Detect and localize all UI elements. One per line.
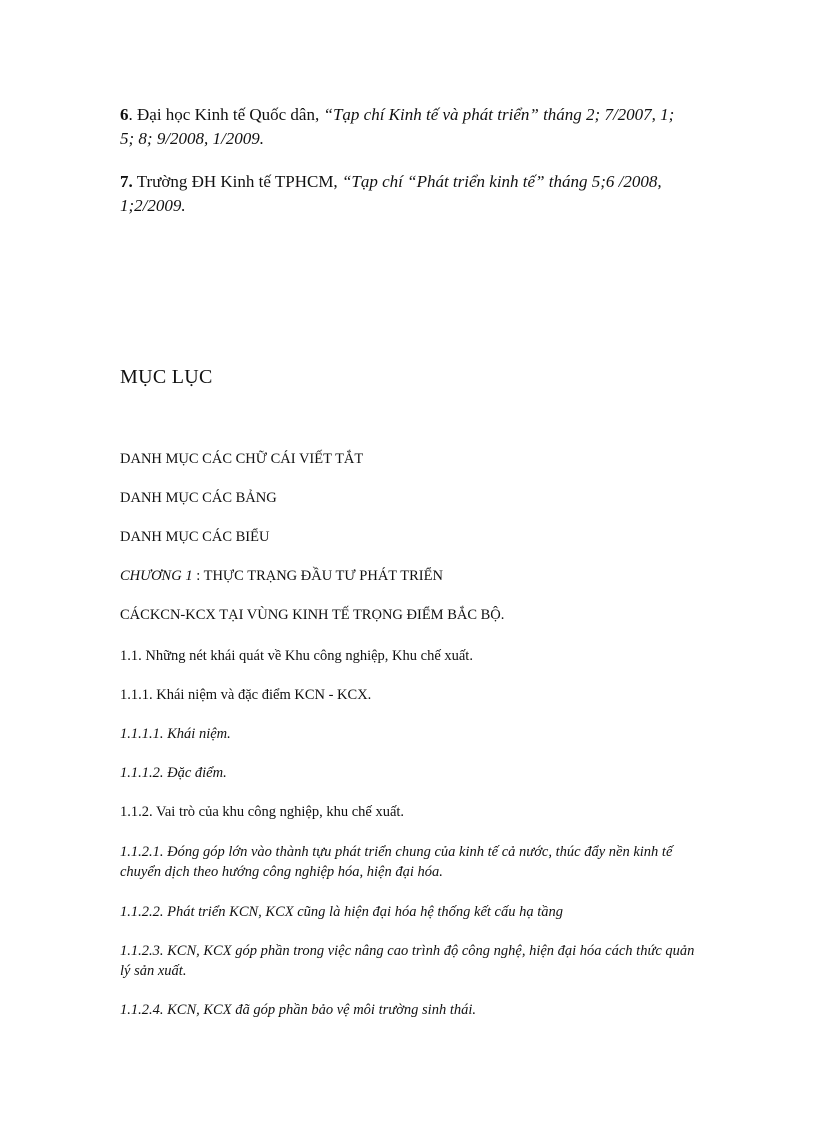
chapter-label: CHƯƠNG 1 xyxy=(120,568,193,584)
reference-institution: . Đại học Kinh tế Quốc dân, xyxy=(128,105,324,124)
reference-institution: Trường ĐH Kinh tế TPHCM, xyxy=(132,172,342,191)
toc-section-1-1-2-4: 1.1.2.4. KCN, KCX đã góp phần bảo vệ môi trường sinh thái. xyxy=(120,1002,477,1018)
toc-section-1-1: 1.1. Những nét khái quát về Khu công nghiệp, Khu chế xuất. xyxy=(120,648,473,664)
toc-section-1-1-2-1: 1.1.2.1. Đóng góp lớn vào thành tựu phát triển chung của kinh tế cả nước, thúc đẩy nền kinh tế chuyển dịch theo hướng công nghiệp hóa, hiện đại hóa. xyxy=(120,844,673,880)
reference-7 xyxy=(120,170,680,218)
chapter-title: : THỰC TRẠNG ĐẦU TƯ PHÁT TRIỂN xyxy=(192,568,443,584)
toc-section-1-1-2: 1.1.2. Vai trò của khu công nghiệp, khu chế xuất. xyxy=(120,804,405,820)
toc-chapter-1 xyxy=(120,566,700,586)
toc-section-1-1-2-2: 1.1.2.2. Phát triển KCN, KCX cũng là hiện đại hóa hệ thống kết cấu hạ tầng xyxy=(120,904,564,920)
toc-heading: MỤC LỤC xyxy=(120,366,213,388)
reference-number: 7. xyxy=(120,172,133,191)
toc-item-tables: DANH MỤC CÁC BẢNG xyxy=(120,490,277,506)
reference-number: 6 xyxy=(120,105,129,124)
toc-chapter-1-title-cont: CÁCKCN-KCX TẠI VÙNG KINH TẾ TRỌNG ĐIỂM BẮC BỘ. xyxy=(120,607,505,623)
toc-item-charts: DANH MỤC CÁC BIỂU xyxy=(120,529,270,545)
toc-item-abbreviations: DANH MỤC CÁC CHỮ CÁI VIẾT TẮT xyxy=(120,451,364,467)
reference-title: “Tạp chí Kinh tế và phát triển” tháng 2; 7/2007, 1; 5; 8; 9/2008, 1/2009. xyxy=(120,105,675,148)
reference-6 xyxy=(120,103,680,151)
toc-section-1-1-2-3: 1.1.2.3. KCN, KCX góp phần trong việc nâng cao trình độ công nghệ, hiện đại hóa cách thức quản lý sản xuất. xyxy=(120,943,695,979)
toc-section-1-1-1-2: 1.1.1.2. Đặc điểm. xyxy=(120,765,227,781)
toc-section-1-1-1: 1.1.1. Khái niệm và đặc điểm KCN - KCX. xyxy=(120,687,372,703)
reference-title: “Tạp chí “Phát triển kinh tế” tháng 5;6 /2008, 1;2/2009. xyxy=(120,172,662,215)
toc-section-1-1-1-1: 1.1.1.1. Khái niệm. xyxy=(120,726,231,742)
